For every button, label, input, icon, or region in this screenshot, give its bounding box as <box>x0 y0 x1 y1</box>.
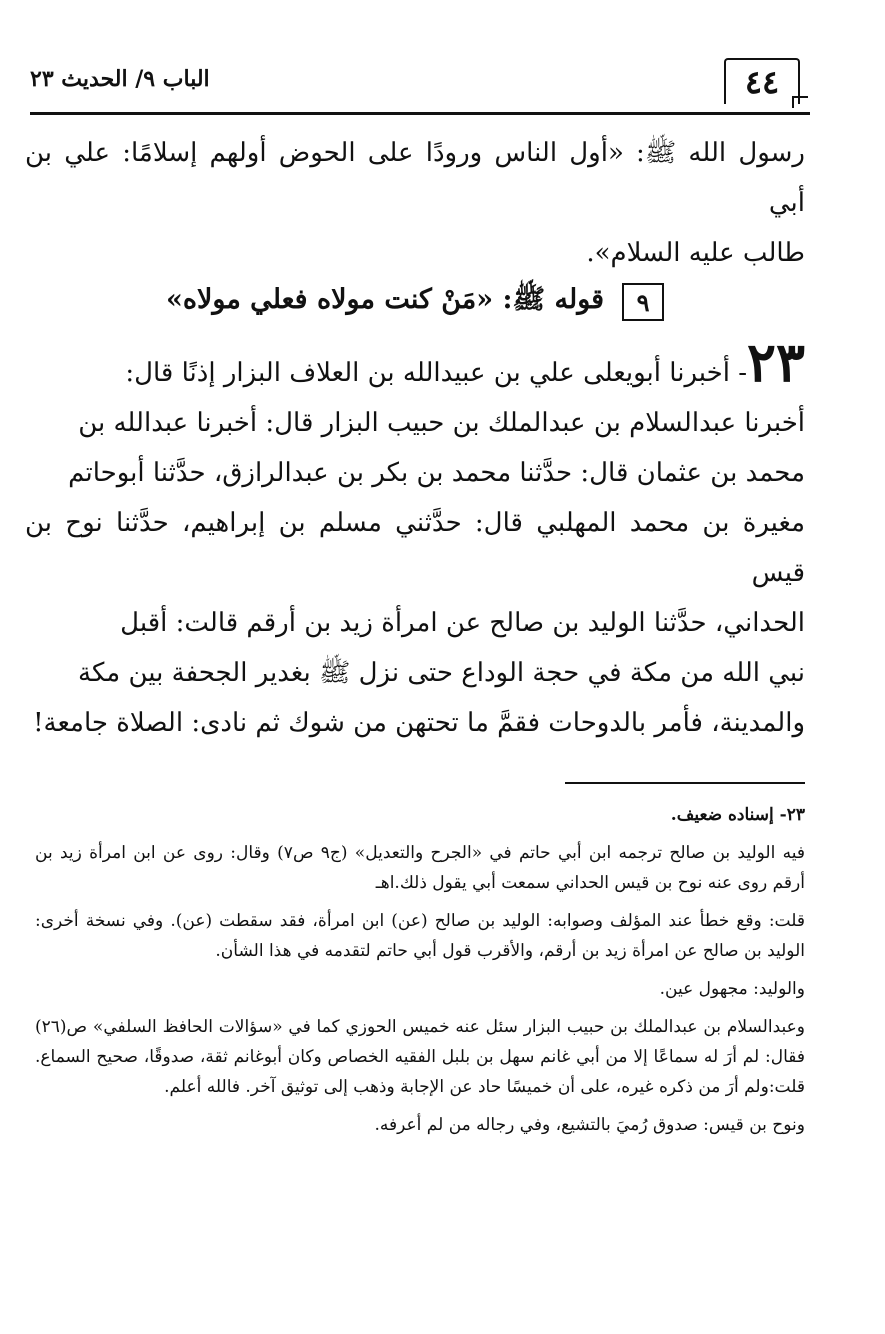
chapter-title: الباب ٩/ الحديث ٢٣ <box>30 66 210 92</box>
header-rule <box>30 112 810 115</box>
hadith-text <box>25 330 805 748</box>
footnote-paragraph: وعبدالسلام بن عبدالملك بن حبيب البزار سئل عنه خميس الحوزي كما في «سؤالات الحافظ السلفي» ص(٢٦) فقال: لم أرَ له سماعًا إلا من أبي غانم سهل بن بلبل الفقيه الخصاص وكان أبوغانم ثقة، صدوقًا، صحيح السماع. قلت:ولم أرَ من ذكره غيره، على أن خميسًا حاد عن الإجابة وذهب إلى توثيق آخر. فالله أعلم. <box>35 1017 805 1097</box>
hadith-line: الحداني، حدَّثنا الوليد بن صالح عن امرأة زيد بن أرقم قالت: أقبل <box>120 608 805 638</box>
footnote-paragraph: والوليد: مجهول عين. <box>659 979 805 999</box>
hadith-line: - أخبرنا أبويعلى علي بن عبيدالله بن العلاف البزار إذنًا قال: <box>125 358 747 388</box>
hadith-line: والمدينة، فأمر بالدوحات فقمَّ ما تحتهن من شوك ثم نادى: الصلاة جامعة! <box>33 708 805 738</box>
section-number: ٩ <box>622 283 664 321</box>
section-title: قوله ﷺ: «مَنْ كنت مولاه فعلي مولاه» <box>165 284 605 315</box>
footnotes <box>35 800 805 1148</box>
footnote-paragraph: قلت: وقع خطأ عند المؤلف وصوابه: الوليد بن صالح (عن) ابن امرأة، فقد سقطت (عن). وفي نسخة أخرى: الوليد بن صالح عن امرأة زيد بن أرقم، والأقرب قول أبي حاتم لتقدمه في هذا الشأن. <box>35 911 805 961</box>
page-number-tab-decoration <box>792 96 808 108</box>
footnote-separator <box>565 782 805 784</box>
hadith-number: ٢٣ <box>746 330 805 394</box>
footnote-head: ٢٣- إسناده ضعيف. <box>670 805 805 825</box>
footnote-paragraph: فيه الوليد بن صالح ترجمه ابن أبي حاتم في «الجرح والتعديل» (ج٩ ص٧) وقال: روى عن ابن امرأة زيد بن أرقم روى عنه نوح بن قيس الحداني سمعت أبي يقول ذلك.اهـ <box>35 843 805 893</box>
continuation-line: طالب عليه السلام». <box>586 238 805 268</box>
continuation-text <box>25 128 805 278</box>
hadith-first-line <box>25 330 805 398</box>
continuation-line: رسول الله ﷺ: «أول الناس ورودًا على الحوض أولهم إسلامًا: علي بن أبي <box>25 138 805 218</box>
footnote-paragraph: ونوح بن قيس: صدوق رُميَ بالتشيع، وفي رجاله من لم أعرفه. <box>374 1115 805 1135</box>
page-number: ٤٤ <box>724 58 800 104</box>
page-header <box>30 52 810 112</box>
hadith-line: مغيرة بن محمد المهلبي قال: حدَّثني مسلم بن إبراهيم، حدَّثنا نوح بن قيس <box>25 508 805 588</box>
section-heading <box>25 282 805 322</box>
hadith-line: محمد بن عثمان قال: حدَّثنا محمد بن بكر بن عبدالرازق، حدَّثنا أبوحاتم <box>68 458 805 488</box>
hadith-line: أخبرنا عبدالسلام بن عبدالملك بن حبيب البزار قال: أخبرنا عبدالله بن <box>78 408 805 438</box>
hadith-line: نبي الله من مكة في حجة الوداع حتى نزل ﷺ بغدير الجحفة بين مكة <box>78 658 805 688</box>
